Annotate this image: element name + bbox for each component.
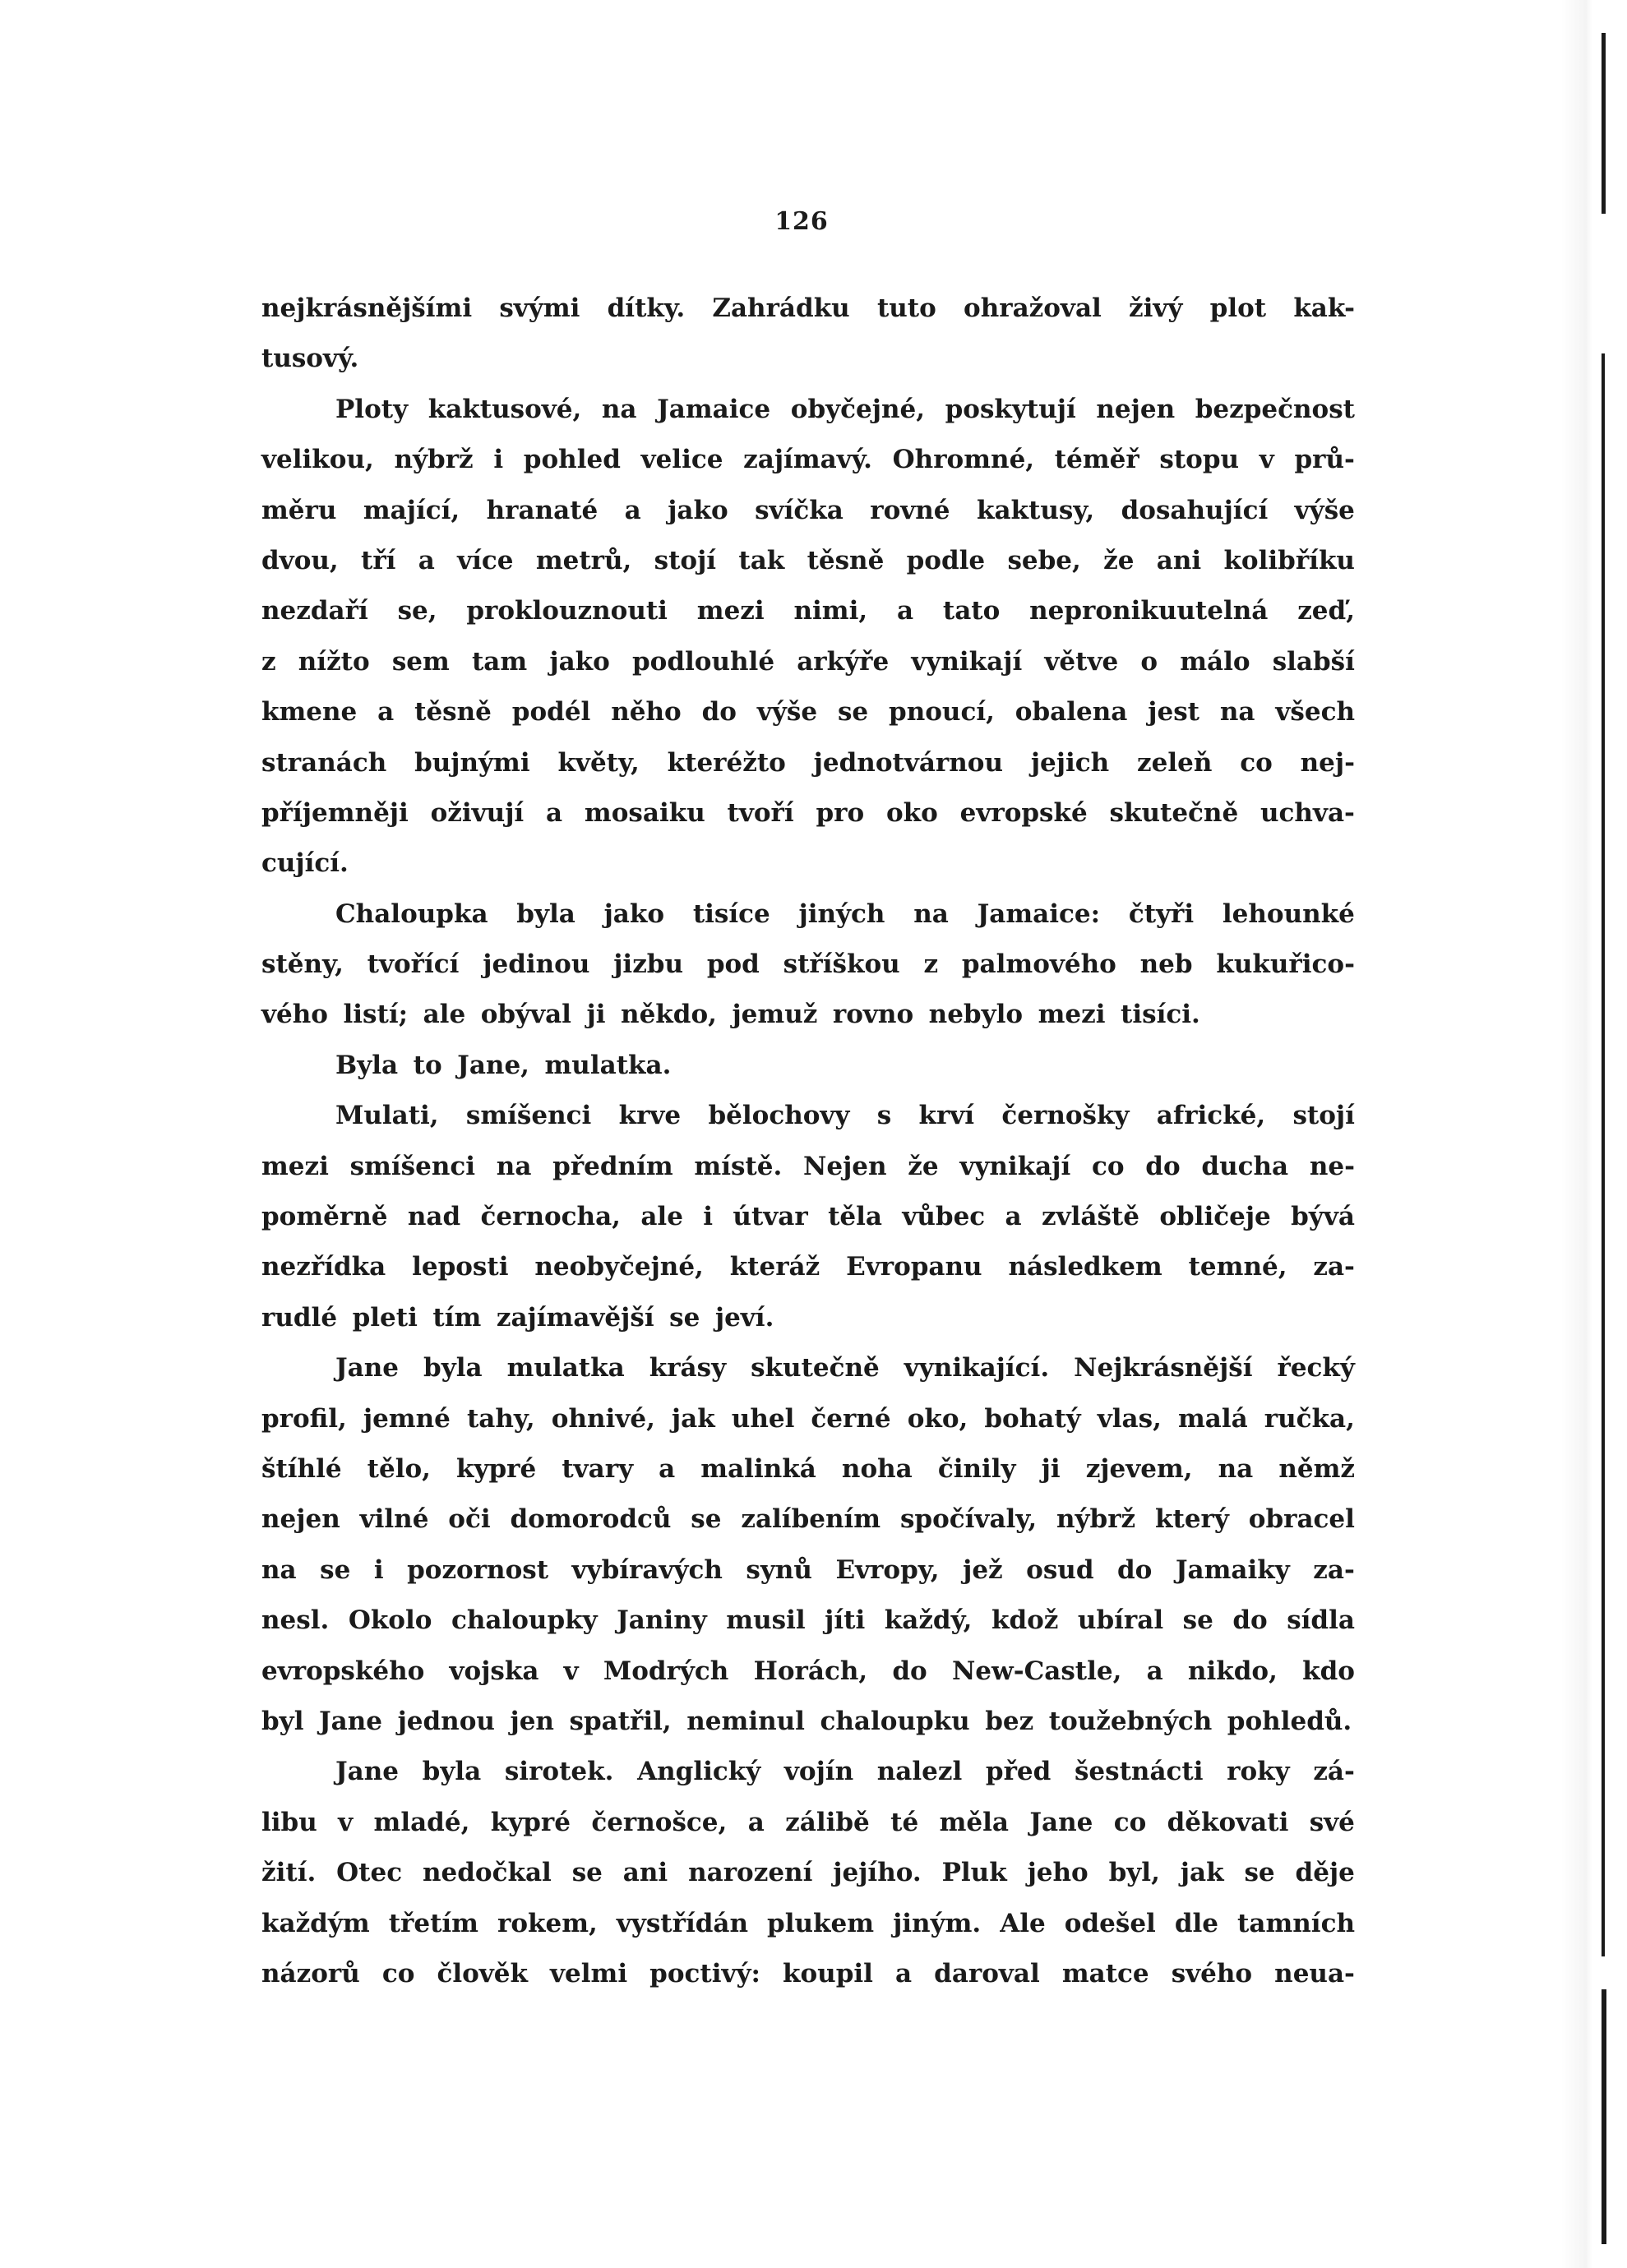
text-line: rudlé pleti tím zajímavější se jeví. [261,1302,774,1333]
text-line: kmene a těsně podél něho do výše se pnoucí, obalena jest na všech [261,697,1355,728]
text-line: cující. [261,848,349,879]
text-line: názorů co člověk velmi poctivý: koupil a daroval matce svého neua- [261,1958,1355,1989]
text-line: Jane byla sirotek. Anglický vojín nalezl před šestnácti roky zá- [335,1757,1355,1787]
text-line: Byla to Jane, mulatka. [335,1050,672,1080]
text-line: evropského vojska v Modrých Horách, do New-Castle, a nikdo, kdo [261,1656,1355,1686]
text-line: dvou, tří a více metrů, stojí tak těsně podle sebe, že ani kolibříku [261,545,1355,575]
text-line: štíhlé tělo, kypré tvary a malinká noha činily ji zjevem, na němž [261,1453,1355,1484]
page-number: 126 [774,207,829,236]
text-line: stranách bujnými květy, kteréžto jednotvárnou jejich zeleň co nej- [261,747,1355,778]
text-line: každým třetím rokem, vystřídán plukem jiným. Ale odešel dle tamních [261,1908,1355,1938]
text-line: Ploty kaktusové, na Jamaice obyčejné, poskytují nejen bezpečnost [335,394,1355,424]
text-line: Jane byla mulatka krásy skutečně vynikající. Nejkrásnější řecký [335,1353,1355,1383]
text-line: z nížto sem tam jako podlouhlé arkýře vynikají větve o málo slabší [261,646,1355,677]
page-edge-mark [1602,33,1606,214]
page-edge-mark [1602,353,1605,1956]
text-line: tusový. [261,344,359,374]
text-line: Mulati, smíšenci krve bělochovy s krví černošky africké, stojí [335,1101,1355,1131]
text-line: byl Jane jednou jen spatřil, neminul chaloupku bez toužebných pohledů. [261,1706,1352,1736]
text-line: žití. Otec nedočkal se ani narození jejího. Pluk jeho byl, jak se děje [261,1858,1355,1888]
text-line: nezřídka leposti neobyčejné, kteráž Evropanu následkem temné, za- [261,1252,1355,1282]
page-edge-mark [1602,1989,1606,2244]
body-text [261,284,1355,1999]
text-line: na se i pozornost vybíravých synů Evropy, jež osud do Jamaiky za- [261,1554,1355,1585]
text-line: stěny, tvořící jedinou jizbu pod stříškou z palmového neb kukuřico- [261,949,1355,980]
text-line: Chaloupka byla jako tisíce jiných na Jamaice: čtyři lehounké [335,898,1355,929]
text-line: profil, jemné tahy, ohnivé, jak uhel černé oko, bohatý vlas, malá ručka, [261,1403,1355,1434]
text-line: nezdaří se, proklouznouti mezi nimi, a tato nepronikuutelná zeď, [261,596,1355,626]
text-line: libu v mladé, kypré černošce, a zálibě té měla Jane co děkovati své [261,1807,1355,1837]
text-line: mezi smíšenci na předním místě. Nejen že vynikají co do ducha ne- [261,1151,1355,1181]
text-line: poměrně nad černocha, ale i útvar těla vůbec a zvláště obličeje bývá [261,1202,1355,1232]
text-line: nejen vilné oči domorodců se zalíbením spočívaly, nýbrž který obracel [261,1504,1355,1535]
text-line: příjemněji oživují a mosaiku tvoří pro oko evropské skutečně uchva- [261,797,1355,828]
text-line: vého listí; ale obýval ji někdo, jemuž rovno nebylo mezi tisíci. [261,1000,1200,1030]
text-line: velikou, nýbrž i pohled velice zajímavý. Ohromné, téměř stopu v prů- [261,445,1355,475]
text-line: měru mající, hranaté a jako svíčka rovné kaktusy, dosahující výše [261,495,1355,525]
text-line: nejkrásnějšími svými dítky. Zahrádku tuto ohražoval živý plot kak- [261,293,1355,323]
text-line: nesl. Okolo chaloupky Janiny musil jíti každý, kdož ubíral se do sídla [261,1605,1355,1636]
book-spine-shadow [1561,0,1627,2268]
